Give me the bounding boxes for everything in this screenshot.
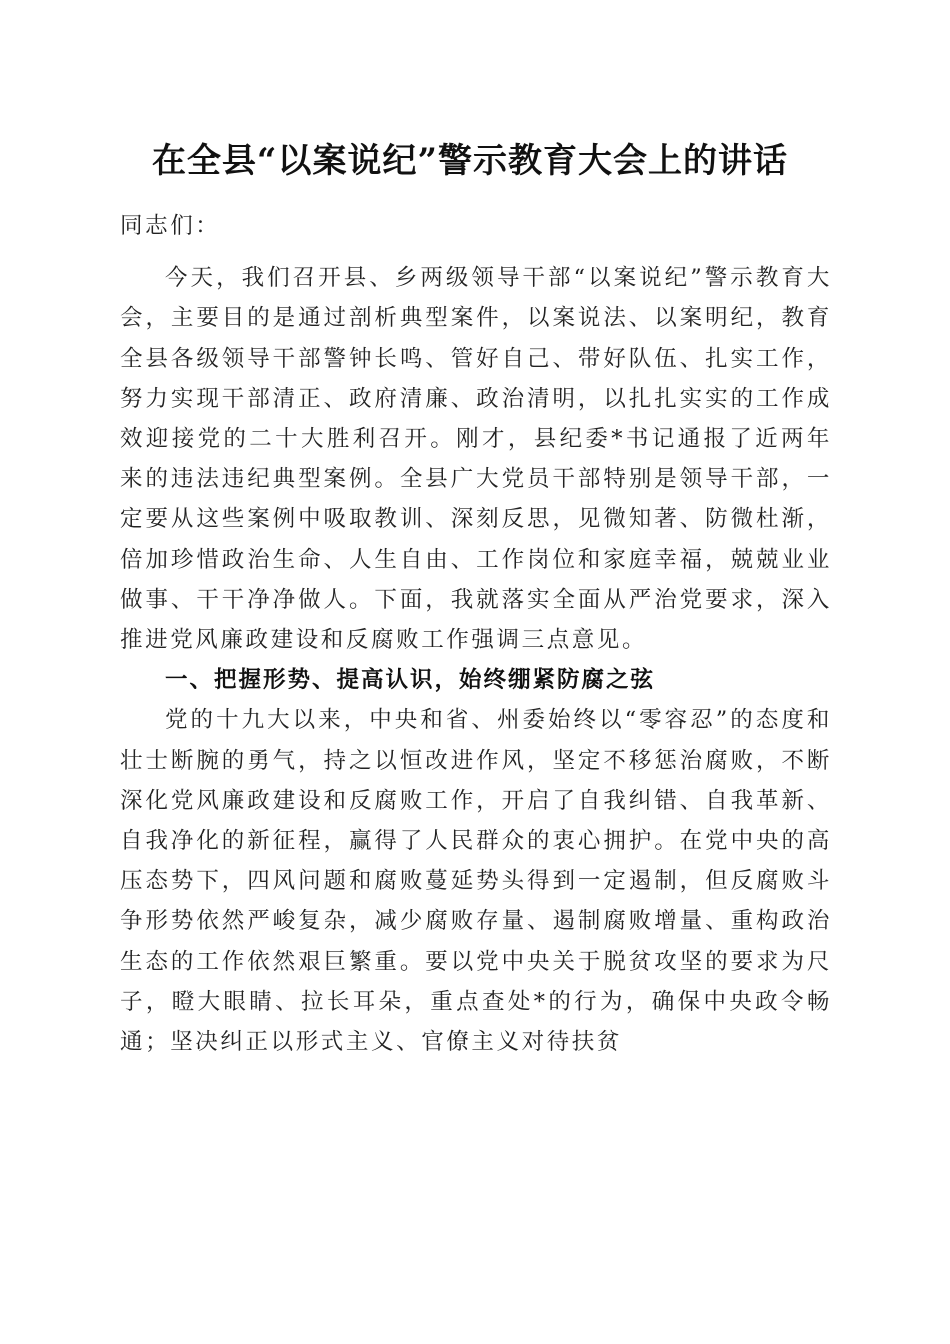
section-1-paragraph: 党的十九大以来，中央和省、州委始终以“零容忍”的态度和壮士断腕的勇气，持之以恒改进作风，坚定不移惩治腐败，不断深化党风廉政建设和反腐败工作，开启了自我纠错、自我革新、自我净化的新征程，赢得了人民群众的衷心拥护。在党中央的高压态势下，四风问题和腐败蔓延势头得到一定遏制，但反腐败斗争形势依然严峻复杂，减少腐败存量、遏制腐败增量、重构政治生态的工作依然艰巨繁重。要以党中央关于脱贫攻坚的要求为尺子，瞪大眼睛、拉长耳朵，重点查处*的行为，确保中央政令畅通；坚决纠正以形式主义、官僚主义对待扶贫 bbox=[120, 707, 832, 1056]
intro-paragraph: 今天，我们召开县、乡两级领导干部“以案说纪”警示教育大会，主要目的是通过剖析典型案件，以案说法、以案明纪，教育全县各级领导干部警钟长鸣、管好自己、带好队伍、扎实工作，努力实现干部清正、政府清廉、政治清明，以扎扎实实的工作成效迎接党的二十大胜利召开。刚才，县纪委*书记通报了近两年来的违法违纪典型案例。全县广大党员干部特别是领导干部，一定要从这些案例中吸取教训、深刻反思，见微知著、防微杜渐，倍加珍惜政治生命、人生自由、工作岗位和家庭幸福，兢兢业业做事、干干净净做人。下面，我就落实全面从严治党要求，深入推进党风廉政建设和反腐败工作强调三点意见。 bbox=[120, 265, 832, 654]
greeting: 同志们： bbox=[120, 213, 221, 239]
section-heading-1: 一、把握形势、提高认识，始终绷紧防腐之弦 bbox=[165, 667, 656, 694]
document-body bbox=[120, 206, 832, 1062]
document-title: 在全县“以案说纪”警示教育大会上的讲话 bbox=[151, 141, 789, 181]
